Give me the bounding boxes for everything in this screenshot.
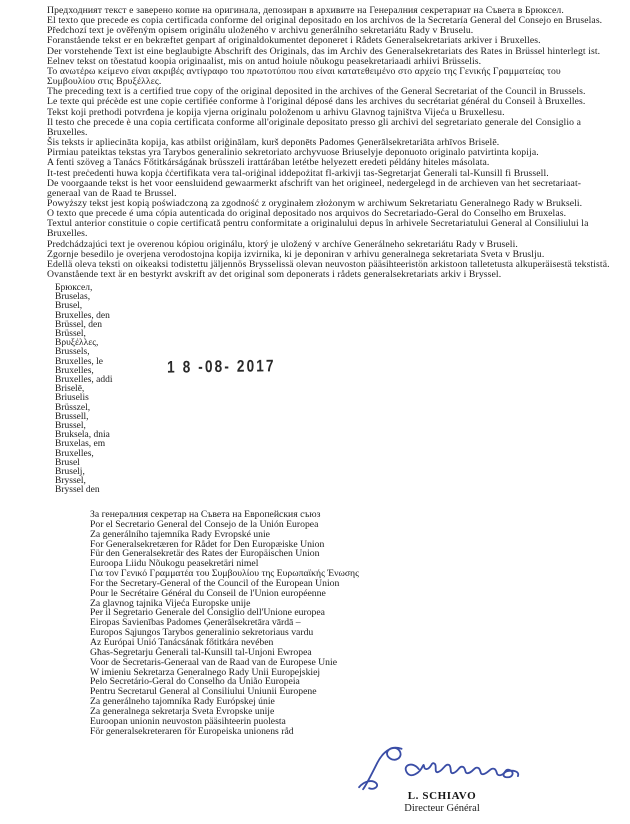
signatory-line: Voor de Secretaris-Generaal van de Raad van de Europese Unie bbox=[90, 656, 338, 668]
certification-line: De voorgaande tekst is het voor eensluidend gewaarmerkt afschrift van het origineel, nedergelegd in de archieven van het secretariaat- bbox=[47, 177, 582, 189]
signatory-line: Za generalnega sekretarja Sveta Evropske unije bbox=[90, 705, 275, 717]
signature-stroke-hook bbox=[359, 781, 377, 789]
certification-line: It-test preċedenti huwa kopja ċċertifikata vera tal-oriġinal iddepożitat fl-arkivji tas-Segretarjat Ġenerali tal-Kunsill fi Brussell. bbox=[47, 167, 549, 179]
certification-line: Το ανωτέρω κείμενο είναι ακριβές αντίγραφο του πρωτοτύπου που είναι κατατεθειμένο στο αρχείο της Γενικής Γραμματείας του bbox=[47, 65, 561, 77]
signatory-line: Za generálneho tajomníka Rady Európskej únie bbox=[90, 696, 275, 708]
certification-line: Bruxelles. bbox=[47, 126, 88, 138]
certification-line: Il testo che precede è una copia certificata conforme all'originale depositato presso gli archivi del segretariato generale del Consiglio a bbox=[47, 116, 581, 128]
signatory-list bbox=[90, 510, 359, 736]
city-date-list bbox=[55, 284, 113, 496]
signature-stroke-scrawl bbox=[406, 763, 519, 777]
certification-line: Предходният текст е заверено копие на оригинала, депозиран в архивите на Генералния секретариат на Съвета в Брюксел. bbox=[47, 5, 564, 16]
certification-line: The preceding text is a certified true copy of the original deposited in the archives of the General Secretariat of the Council in Brussels. bbox=[47, 86, 586, 98]
handwritten-signature-icon bbox=[356, 742, 528, 792]
city-line: Brusel bbox=[55, 457, 80, 468]
city-line: Brüsszel, bbox=[55, 402, 91, 413]
certification-line: Textul anterior constituie o copie certificată pentru conformitate a originalului depus în arhivele Secretariatului General al Consiliului la bbox=[47, 218, 589, 230]
city-line: Bruxelas, em bbox=[55, 439, 106, 450]
signatory-line: Pelo Secretário-Geral do Conselho da União Europeia bbox=[90, 676, 300, 688]
signature-stroke-loop bbox=[363, 748, 401, 790]
certification-line: Le texte qui précède est une copie certifiée conforme à l'original déposé dans les archives du secrétariat général du Conseil à Bruxelles. bbox=[47, 96, 586, 108]
city-line: Brusel, bbox=[55, 301, 83, 312]
certification-line: Tekst koji prethodi potvrđena je kopija vjerna originalu položenom u arhivu Glavnog tajništva Vijeća u Bruxellesu. bbox=[47, 106, 505, 118]
certification-line: Powyższy tekst jest kopią poświadczoną za zgodność z oryginałem złożonym w archiwum Sekretariatu Generalnego Rady w Brukseli. bbox=[47, 197, 583, 209]
signatory-line: Euroopan unionin neuvoston pääsihteerin puolesta bbox=[90, 715, 286, 727]
signatory-line: Pentru Secretarul General al Consiliului Uniunii Europene bbox=[90, 686, 317, 698]
city-line: Bruxelles, addi bbox=[55, 375, 113, 386]
date-stamp: 1 8 -08- 2017 bbox=[167, 357, 276, 377]
signatory-line: Pour le Secrétaire Général du Conseil de l'Union européenne bbox=[90, 587, 326, 599]
city-line: Briselē, bbox=[55, 384, 85, 395]
city-line: Briuselis bbox=[55, 393, 89, 404]
signatory-line: Az Európai Unió Tanácsának főtitkára nevében bbox=[90, 636, 274, 648]
city-line: Brüssel, den bbox=[55, 319, 102, 330]
signatory-line: Euroopa Liidu Nõukogu peasekretäri nimel bbox=[90, 558, 259, 570]
signatory-line: Za generálního tajemníka Rady Evropské unie bbox=[90, 528, 270, 540]
signatory-line: Per il Segretario Generale del Consiglio dell'Unione europea bbox=[90, 607, 325, 619]
signatory-line: För generalsekreteraren för Europeiska unionens råd bbox=[90, 725, 294, 737]
city-line: Βρυξέλλες, bbox=[55, 338, 99, 349]
city-line: Bruxelles, bbox=[55, 365, 94, 376]
certification-line: Edellä oleva teksti on oikeaksi todistettu jäljennös Brysselissä olevan neuvoston pääsihteeristön arkistoon talletetusta alkuperäisestä tekstistä. bbox=[47, 258, 610, 270]
city-line: Bruxelles, den bbox=[55, 310, 110, 321]
city-line: Bruxelles, bbox=[55, 448, 94, 459]
city-line: Bruxelles, le bbox=[55, 356, 104, 367]
certification-line: El texto que precede es copia certificada conforme del original depositado en los archivos de la Secretaría General del Consejo en Bruselas. bbox=[47, 15, 603, 27]
certification-line: Foranstående tekst er en bekræftet genpart af originaldokumentet deponeret i Rådets Generalsekretariats arkiver i Bruxelles. bbox=[47, 35, 541, 47]
city-line: Bryssel den bbox=[55, 485, 100, 496]
city-line: Брюксел, bbox=[55, 283, 93, 293]
signatory-line: Għas-Segretarju Ġenerali tal-Kunsill tal-Unjoni Ewropea bbox=[90, 646, 312, 658]
certification-line: Pirmiau pateiktas tekstas yra Tarybos generalinio sekretoriato archyvuose Briuselyje deponuoto originalo patvirtinta kopija. bbox=[47, 147, 539, 159]
certification-line: Ovanstående text är en bestyrkt avskrift av det original som deponerats i rådets generalsekretariats arkiv i Bryssel. bbox=[47, 269, 502, 281]
city-line: Bruselas, bbox=[55, 292, 91, 303]
city-line: Brussell, bbox=[55, 411, 89, 422]
certification-line: Συμβουλίου στις Βρυξέλλες. bbox=[47, 76, 162, 88]
certification-text-block bbox=[47, 6, 627, 280]
signatory-line: Por el Secretario General del Consejo de la Unión Europea bbox=[90, 518, 319, 530]
certification-line: generaal van de Raad te Brussel. bbox=[47, 187, 177, 199]
city-line: Bryssel, bbox=[55, 476, 86, 487]
certification-line: Bruxelles. bbox=[47, 228, 88, 240]
certification-line: Předchozí text je ověřeným opisem originálu uloženého v archivu generálního sekretariátu Rady v Bruselu. bbox=[47, 25, 474, 37]
signatory-line: Za glavnog tajnika Vijeća Europske unije bbox=[90, 597, 251, 609]
signatory-line: For Generalsekretæren for Rådet for Den Europæiske Union bbox=[90, 538, 325, 550]
city-line: Bruselj, bbox=[55, 467, 85, 478]
city-line: Brussel, bbox=[55, 421, 86, 432]
certification-line: O texto que precede é uma cópia autenticada do original depositado nos arquivos do Secretariado-Geral do Conselho em Bruxelas. bbox=[47, 208, 567, 220]
signatory-name: L. SCHIAVO bbox=[407, 790, 477, 802]
certification-line: A fenti szöveg a Tanács Főtitkárságának brüsszeli irattárában letétbe helyezett eredeti példány hiteles másolata. bbox=[47, 157, 490, 169]
signatory-line: За генералния секретар на Съвета на Европейския съюз bbox=[90, 509, 321, 520]
certification-line: Eelnev tekst on tõestatud koopia originaalist, mis on antud hoiule nõukogu peasekretariaadi arhiivi Brüsselis. bbox=[47, 55, 482, 67]
signatory-line: For the Secretary-General of the Council of the European Union bbox=[90, 577, 340, 589]
signatory-line: Για τον Γενικό Γραμματέα του Συμβουλίου της Ευρωπαϊκής Ένωσης bbox=[90, 568, 359, 580]
certification-line: Šis teksts ir apliecināta kopija, kas atbilst oriģinālam, kurš deponēts Padomes Ģenerālsekretariāta arhīvos Briselē. bbox=[47, 137, 500, 149]
signatory-line: Eiropas Savienības Padomes Ģenerālsekretāra vārdā – bbox=[90, 617, 301, 629]
signatory-line: W imieniu Sekretarza Generalnego Rady Unii Europejskiej bbox=[90, 666, 321, 678]
certification-line: Der vorstehende Text ist eine beglaubigte Abschrift des Originals, das im Archiv des Generalsekretariats des Rates in Brüssel hinterlegt ist. bbox=[47, 45, 601, 57]
city-line: Brussels, bbox=[55, 347, 90, 358]
signatory-line: Für den Generalsekretär des Rates der Europäischen Union bbox=[90, 548, 320, 560]
signature-block bbox=[342, 742, 542, 814]
city-line: Brüssel, bbox=[55, 329, 86, 340]
signatory-line: Europos Sąjungos Tarybos generalinio sekretoriaus vardu bbox=[90, 627, 314, 639]
signatory-title: Directeur Général bbox=[404, 802, 480, 814]
certification-line: Zgornje besedilo je overjena verodostojna kopija izvirnika, ki je deponiran v arhivu generalnega sekretariata Sveta v Bruslju. bbox=[47, 248, 545, 260]
city-line: Bruksela, dnia bbox=[55, 430, 110, 441]
certification-line: Predchádzajúci text je overenou kópiou originálu, ktorý je uložený v archíve Generálneho sekretariátu Rady v Bruseli. bbox=[47, 238, 518, 250]
